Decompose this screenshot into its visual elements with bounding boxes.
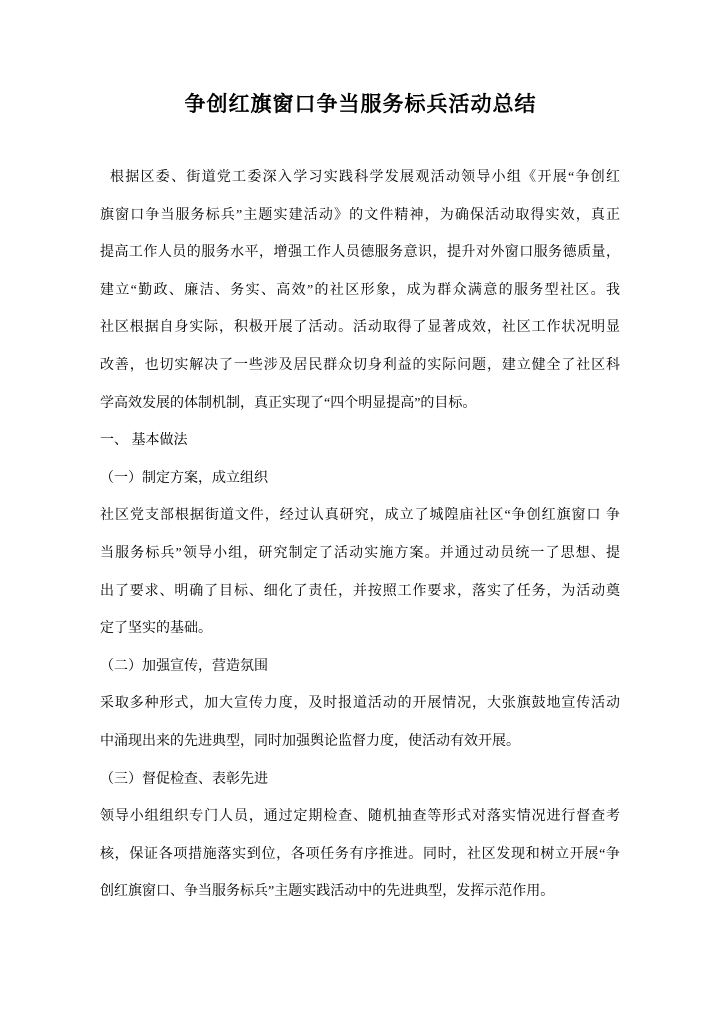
paragraph-line: 旗窗口争当服务标兵”主题实建活动》的文件精神，为确保活动取得实效，真正 (100, 207, 620, 223)
heading-line: （三）督促检查、表彰先进 (100, 771, 268, 787)
paragraph-line: 核，保证各项措施落实到位，各项任务有序推进。同时，社区发现和树立开展“争 (100, 846, 620, 862)
paragraph-line: 定了坚实的基础。 (100, 621, 212, 637)
paragraph-line: 当服务标兵”领导小组，研究制定了活动实施方案。并通过动员统一了思想、提 (100, 545, 620, 561)
document-title: 争创红旗窗口争当服务标兵活动总结 (184, 92, 537, 116)
paragraph-line: 根据区委、街道党工委深入学习实践科学发展观活动领导小组《开展“争创红 (110, 170, 620, 185)
paragraph-line: 创红旗窗口、争当服务标兵”主题实践活动中的先进典型，发挥示范作用。 (100, 884, 555, 900)
paragraph-line: 社区根据自身实际，积极开展了活动。活动取得了显著成效，社区工作状况明显 (100, 320, 620, 336)
paragraph-line: 改善，也切实解决了一些涉及居民群众切身利益的实际问题，建立健全了社区科 (100, 357, 620, 373)
document-body (100, 159, 620, 911)
paragraph-line: 采取多种形式，加大宣传力度，及时报道活动的开展情况，大张旗鼓地宣传活动 (100, 696, 620, 712)
paragraph-line: 领导小组组织专门人员，通过定期检查、随机抽查等形式对落实情况进行督查考 (100, 809, 620, 825)
paragraph-line: 中涌现出来的先进典型，同时加强舆论监督力度，使活动有效开展。 (100, 733, 520, 749)
heading-line: （二）加强宣传，营造氛围 (100, 658, 268, 674)
paragraph-line: 学高效发展的体制机制，真正实现了“四个明显提高”的目标。 (100, 395, 477, 411)
paragraph-line: 社区党支部根据街道文件，经过认真研究，成立了城隍庙社区“争创红旗窗口 争 (100, 508, 620, 524)
paragraph-line: 提高工作人员的服务水平，增强工作人员德服务意识，提升对外窗口服务德质量， (100, 245, 620, 261)
paragraph-line: 建立“勤政、廉洁、务实、高效”的社区形象，成为群众满意的服务型社区。我 (100, 282, 620, 298)
paragraph-line: 出了要求、明确了目标、细化了责任，并按照工作要求，落实了任务，为活动奠 (100, 583, 620, 599)
heading-line: （一）制定方案，成立组织 (100, 470, 268, 486)
heading-line: 一、 基本做法 (100, 433, 188, 449)
